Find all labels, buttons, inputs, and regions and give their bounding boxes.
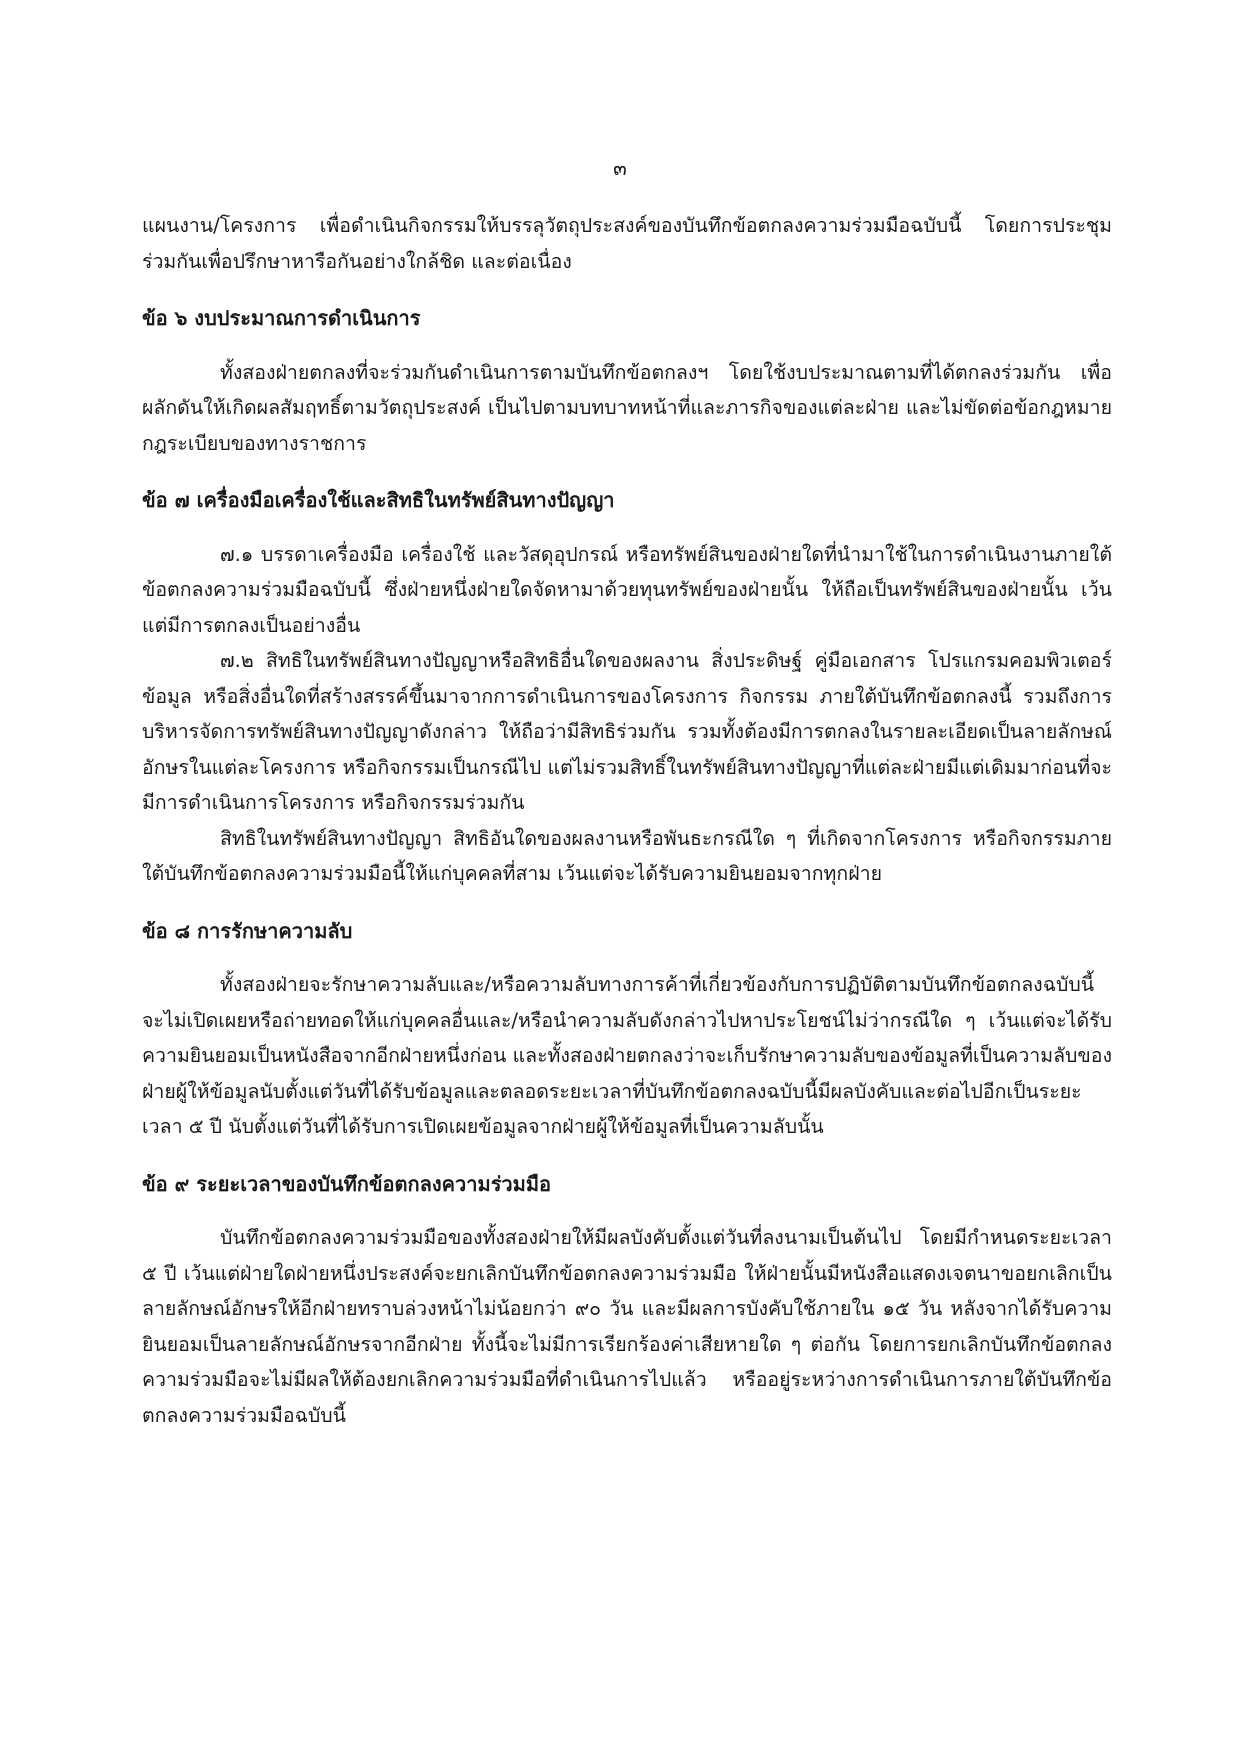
- section-heading: ข้อ ๖ งบประมาณการดำเนินการ: [142, 306, 421, 330]
- page-number: ๓: [613, 156, 627, 180]
- section-7: [142, 483, 1112, 892]
- section-paragraph: ทั้งสองฝ่ายจะรักษาความลับและ/หรือความลับทางการค้าที่เกี่ยวข้องกับการปฏิบัติตามบันทึกข้อตกลงฉบับนี้จะไม่เปิดเผยหรือถ่ายทอดให้แก่บุคคลอื่นและ/หรือนำความลับดังกล่าวไปหาประโยชน์ไม่ว่ากรณีใด ๆ เว้นแต่จะได้รับความยินยอมเป็นหนังสือจากอีกฝ่ายหนึ่งก่อน และทั้งสองฝ่ายตกลงว่าจะเก็บรักษาความลับของข้อมูลที่เป็นความลับของฝ่ายผู้ให้ข้อมูลนับตั้งแต่วันที่ได้รับข้อมูลและตลอดระยะเวลาที่บันทึกข้อตกลงฉบับนี้มีผลบังคับและต่อไปอีกเป็นระยะเวลา ๕ ปี นับตั้งแต่วันที่ได้รับการเปิดเผยข้อมูลจากฝ่ายผู้ให้ข้อมูลที่เป็นความลับนั้น: [142, 973, 1112, 1138]
- section-paragraph: ๗.๒ สิทธิในทรัพย์สินทางปัญญาหรือสิทธิอื่นใดของผลงาน สิ่งประดิษฐ์ คู่มือเอกสาร โปรแกรมคอมพิวเตอร์ ข้อมูล หรือสิ่งอื่นใดที่สร้างสรรค์ขึ้นมาจากการดำเนินการของโครงการ กิจกรรม ภายใต้บันทึกข้อตกลงนี้ รวมถึงการบริหารจัดการทรัพย์สินทางปัญญาดังกล่าว ให้ถือว่ามีสิทธิร่วมกัน รวมทั้งต้องมีการตกลงในรายละเอียดเป็นลายลักษณ์อักษรในแต่ละโครงการ หรือกิจกรรมเป็นกรณีไป แต่ไม่รวมสิทธิ์ในทรัพย์สินทางปัญญาที่แต่ละฝ่ายมีแต่เดิมมาก่อนที่จะมีการดำเนินการโครงการ หรือกิจกรรมร่วมกัน: [142, 649, 1112, 814]
- section-heading: ข้อ ๘ การรักษาความลับ: [142, 918, 353, 943]
- section-6: [142, 301, 1112, 461]
- section-heading: ข้อ ๗ เครื่องมือเครื่องใช้และสิทธิในทรัพย์สินทางปัญญา: [142, 488, 615, 512]
- section-paragraph: ทั้งสองฝ่ายตกลงที่จะร่วมกันดำเนินการตามบันทึกข้อตกลงฯ โดยใช้งบประมาณตามที่ได้ตกลงร่วมกัน เพื่อผลักดันให้เกิดผลสัมฤทธิ์ตามวัตถุประสงค์ เป็นไปตามบทบาทหน้าที่และภารกิจของแต่ละฝ่าย และไม่ขัดต่อข้อกฎหมาย กฎระเบียบของทางราชการ: [142, 360, 1112, 455]
- section-heading: ข้อ ๙ ระยะเวลาของบันทึกข้อตกลงความร่วมมือ: [142, 1171, 552, 1196]
- document-body: [142, 208, 1112, 1433]
- intro-paragraph: แผนงาน/โครงการ เพื่อดำเนินกิจกรรมให้บรรลุวัตถุประสงค์ของบันทึกข้อตกลงความร่วมมือฉบับนี้ โดยการประชุมร่วมกันเพื่อปรึกษาหารือกันอย่างใกล้ชิด และต่อเนื่อง: [142, 214, 1112, 273]
- section-8: [142, 914, 1112, 1145]
- section-paragraph: สิทธิในทรัพย์สินทางปัญญา สิทธิอันใดของผลงานหรือพันธะกรณีใด ๆ ที่เกิดจากโครงการ หรือกิจกรรมภายใต้บันทึกข้อตกลงความร่วมมือนี้ให้แก่บุคคลที่สาม เว้นแต่จะได้รับความยินยอมจากทุกฝ่าย: [142, 826, 1112, 885]
- section-paragraph: บันทึกข้อตกลงความร่วมมือของทั้งสองฝ่ายให้มีผลบังคับตั้งแต่วันที่ลงนามเป็นต้นไป โดยมีกำหนดระยะเวลา ๕ ปี เว้นแต่ฝ่ายใดฝ่ายหนึ่งประสงค์จะยกเลิกบันทึกข้อตกลงความร่วมมือ ให้ฝ่ายนั้นมีหนังสือแสดงเจตนาขอยกเลิกเป็นลายลักษณ์อักษรให้อีกฝ่ายทราบล่วงหน้าไม่น้อยกว่า ๙๐ วัน และมีผลการบังคับใช้ภายใน ๑๕ วัน หลังจากได้รับความยินยอมเป็นลายลักษณ์อักษรจากอีกฝ่าย ทั้งนี้จะไม่มีการเรียกร้องค่าเสียหายใด ๆ ต่อกัน โดยการยกเลิกบันทึกข้อตกลงความร่วมมือจะไม่มีผลให้ต้องยกเลิกความร่วมมือที่ดำเนินการไปแล้ว หรืออยู่ระหว่างการดำเนินการภายใต้บันทึกข้อตกลงความร่วมมือฉบับนี้: [142, 1226, 1112, 1427]
- section-9: [142, 1167, 1112, 1434]
- section-paragraph: ๗.๑ บรรดาเครื่องมือ เครื่องใช้ และวัสดุอุปกรณ์ หรือทรัพย์สินของฝ่ายใดที่นำมาใช้ในการดำเนินงานภายใต้ข้อตกลงความร่วมมือฉบับนี้ ซึ่งฝ่ายหนึ่งฝ่ายใดจัดหามาด้วยทุนทรัพย์ของฝ่ายนั้น ให้ถือเป็นทรัพย์สินของฝ่ายนั้น เว้นแต่มีการตกลงเป็นอย่างอื่น: [142, 542, 1112, 637]
